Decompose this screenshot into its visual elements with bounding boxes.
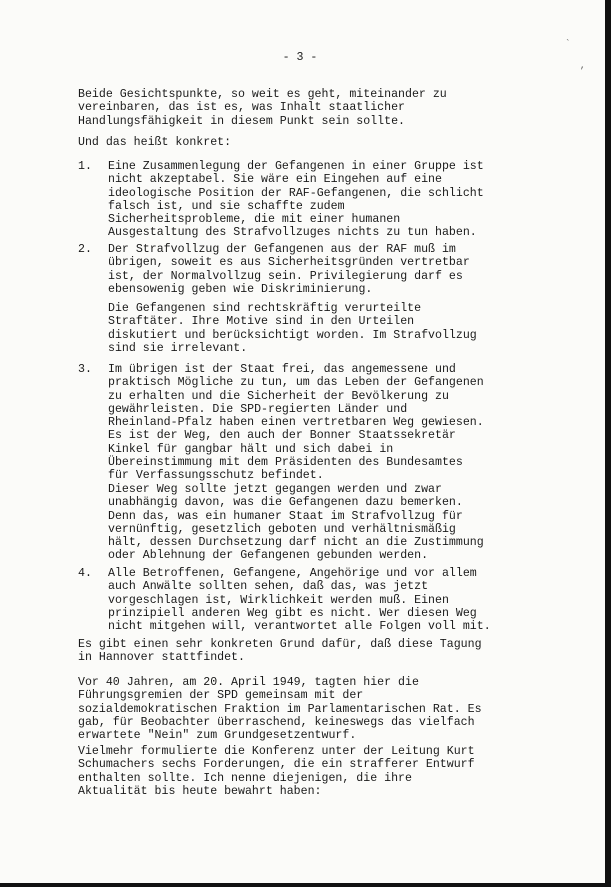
- scan-speck: ,: [580, 61, 586, 71]
- scan-speck: `: [565, 39, 571, 49]
- page-number: - 3 -: [282, 51, 318, 64]
- list-item-text: Der Strafvollzug der Gefangenen aus der RAF muß im übrigen, soweit es aus Sicherheitsgründen vertretbar ist, der Normalvollzug sein. Privilegierung darf es ebensowenig geben wie Diskriminierung.: [108, 243, 470, 296]
- conference-paragraph: Vielmehr formulierte die Konferenz unter der Leitung Kurt Schumachers sechs Forderungen, die ein strafferer Entwurf enthalten sollte. Ich nenne diejenigen, die ihre Aktualität bis heute bewahrt haben:: [78, 745, 475, 798]
- reason-paragraph: Es gibt einen sehr konkreten Grund dafür, daß diese Tagung in Hannover stattfindet.: [78, 638, 482, 665]
- list-item-text: Im übrigen ist der Staat frei, das angemessene und praktisch Mögliche zu tun, um das Leben der Gefangenen zu erhalten und die Sicherheit der Bevölkerung zu gewährleisten. Die SPD-regierten Länder und Rheinland-Pfalz haben einen vertretbaren Weg gewiesen. Es ist der Weg, den auch der Bonner Staatssekretär Kinkel für gangbar hält und sich dabei in Übereinstimmung mit dem Präsidenten des Bundesamtes für Verfassungsschutz befindet.: [108, 363, 484, 483]
- list-item-number: 1.: [78, 160, 92, 173]
- list-item-subparagraph: Die Gefangenen sind rechtskräftig verurteilte Straftäter. Ihre Motive sind in den Urteilen diskutiert und berücksichtigt worden. Im Strafvollzug sind sie irrelevant.: [108, 302, 477, 355]
- list-item-subparagraph: Dieser Weg sollte jetzt gegangen werden und zwar unabhängig davon, was die Gefangenen dazu bemerken. Denn das, was ein humaner Staat im Strafvollzug für vernünftig, gesetzlich geboten und verhältnismäßig hält, dessen Durchsetzung darf nicht an die Zustimmung oder Ablehnung der Gefangenen gebunden werden.: [108, 483, 484, 563]
- list-item-number: 2.: [78, 243, 92, 256]
- list-item-text: Eine Zusammenlegung der Gefangenen in einer Gruppe ist nicht akzeptabel. Sie wäre ein Eingehen auf eine ideologische Position der RAF-Gefangenen, die schlicht falsch ist, und sie schaffte zudem Sicherheitsprobleme, die mit einer humanen Ausgestaltung des Strafvollzuges nichts zu tun haben.: [108, 160, 484, 240]
- list-item-number: 3.: [78, 363, 92, 376]
- list-item-number: 4.: [78, 567, 92, 580]
- history-paragraph: Vor 40 Jahren, am 20. April 1949, tagten hier die Führungsgremien der SPD gemeinsam mit der sozialdemokratischen Fraktion im Parlamentarischen Rat. Es gab, für Beobachter überraschend, keineswegs das vielfach erwartete "Nein" zum Grundgesetzentwurf.: [78, 676, 482, 743]
- list-item-text: Alle Betroffenen, Gefangene, Angehörige und vor allem auch Anwälte sollten sehen, daß das, was jetzt vorgeschlagen ist, Wirklichkeit werden muß. Einen prinzipiell anderen Weg gibt es nicht. Wer diesen Weg nicht mitgehen will, verantwortet alle Folgen voll mit.: [108, 567, 491, 634]
- lead-line: Und das heißt konkret:: [78, 136, 232, 149]
- intro-paragraph: Beide Gesichtspunkte, so weit es geht, miteinander zu vereinbaren, das ist es, was Inhalt staatlicher Handlungsfähigkeit in diesem Punkt sein sollte.: [78, 88, 447, 128]
